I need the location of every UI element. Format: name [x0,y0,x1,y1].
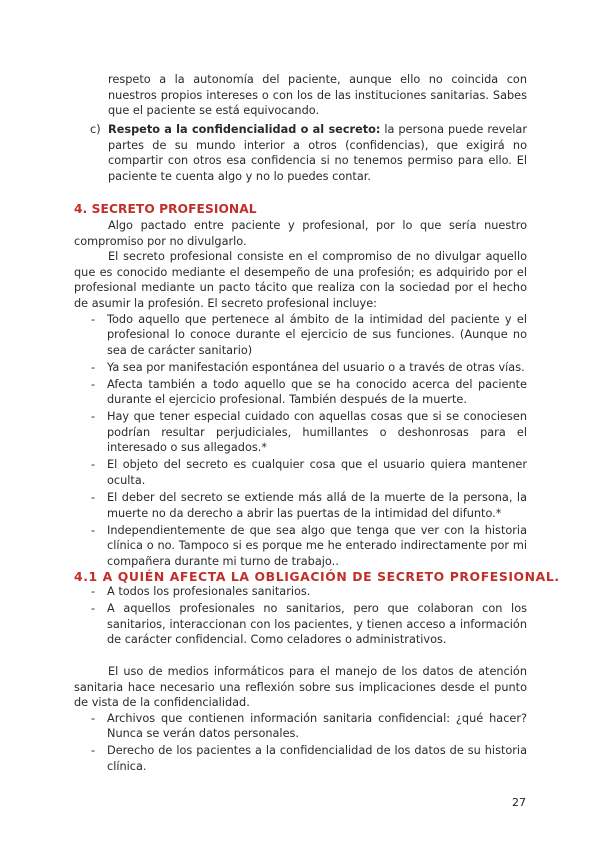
list-item: - Hay que tener especial cuidado con aquellas cosas que si se conociesen podrían resultar perjudiciales, humillantes o deshonrosas para el interesado o sus allegados.* [91,410,527,455]
section-4-heading: 4. SECRETO PROFESIONAL [74,202,257,216]
list-item: - El objeto del secreto es cualquier cosa que el usuario quiera mantener oculta. [91,458,527,488]
section-4-body [74,218,527,571]
continued-paragraph: respeto a la autonomía del paciente, aunque ello no coincida con nuestros propios intereses o con los de las instituciones sanitarias. Sabes que el paciente se está equivocando. [108,73,527,118]
list-item: - El deber del secreto se extiende más allá de la muerte de la persona, la muerte no da derecho a abrir las puertas de la intimidad del difunto.* [91,491,527,520]
section-4-1-para: El uso de medios informáticos para el manejo de los datos de atención sanitaria hace necesario una reflexión sobre sus implicaciones desde el punto de vista de la confidencialidad. [74,665,527,710]
section-4-1-body [74,584,527,649]
section-4-bullet-list [74,312,527,570]
item-c-text: la persona puede revelar partes de su mundo interior a otros (confidencias), que exigirá no compartir con otros esa confidencia si no tenemos permiso para ello. El paciente te cuenta algo y no lo puedes contar. [108,123,528,183]
list-item: - Derecho de los pacientes a la confidencialidad de los datos de su historia clínica. [91,744,527,773]
list-item: - Independientemente de que sea algo que tenga que ver con la historia clínica o no. Tampoco si es porque me he enterado indirectamente por mi compañera durante mi turno de trabajo.. [91,523,527,568]
section-4-1-bullet-list [74,584,527,648]
list-marker-c: c) [90,123,101,136]
section-4-para-1: Algo pactado entre paciente y profesional, por lo que sería nuestro compromiso por no divulgarlo. [74,219,527,248]
section-4-1-bullet-list-2 [74,711,527,775]
list-item-c [74,122,527,184]
section-4-1-heading: 4.1 A QUIÉN AFECTA LA OBLIGACIÓN DE SECRETO PROFESIONAL. [74,569,560,584]
item-c-bold-lead: Respeto a la confidencialidad o al secreto: [108,123,381,136]
list-item: - Todo aquello que pertenece al ámbito de la intimidad del paciente y el profesional lo conoce durante el ejercicio de sus funciones. (Aunque no sea de carácter sanitario) [91,312,527,357]
section-4-para-2: El secreto profesional consiste en el compromiso de no divulgar aquello que es conocido mediante el desempeño de una profesión; es adquirido por el profesional mediante un pacto tácito que realiza con la sociedad por el hecho de asumir la profesión. El secreto profesional incluye: [74,250,527,310]
page-number: 27 [512,796,526,809]
list-item: - Afecta también a todo aquello que se ha conocido acerca del paciente durante el ejercicio profesional. También después de la muerte. [91,377,527,407]
list-item: - A aquellos profesionales no sanitarios, pero que colaboran con los sanitarios, interaccionan con los pacientes, y tienen acceso a información de carácter confidencial. Como celadores o administrativos. [91,601,527,647]
list-item: - Ya sea por manifestación espontánea del usuario o a través de otras vías. [91,360,525,374]
list-item: - A todos los profesionales sanitarios. [91,585,311,598]
list-item: - Archivos que contienen información sanitaria confidencial: ¿qué hacer? Nunca se verán datos personales. [91,711,527,741]
section-4-1-lower [74,664,527,776]
